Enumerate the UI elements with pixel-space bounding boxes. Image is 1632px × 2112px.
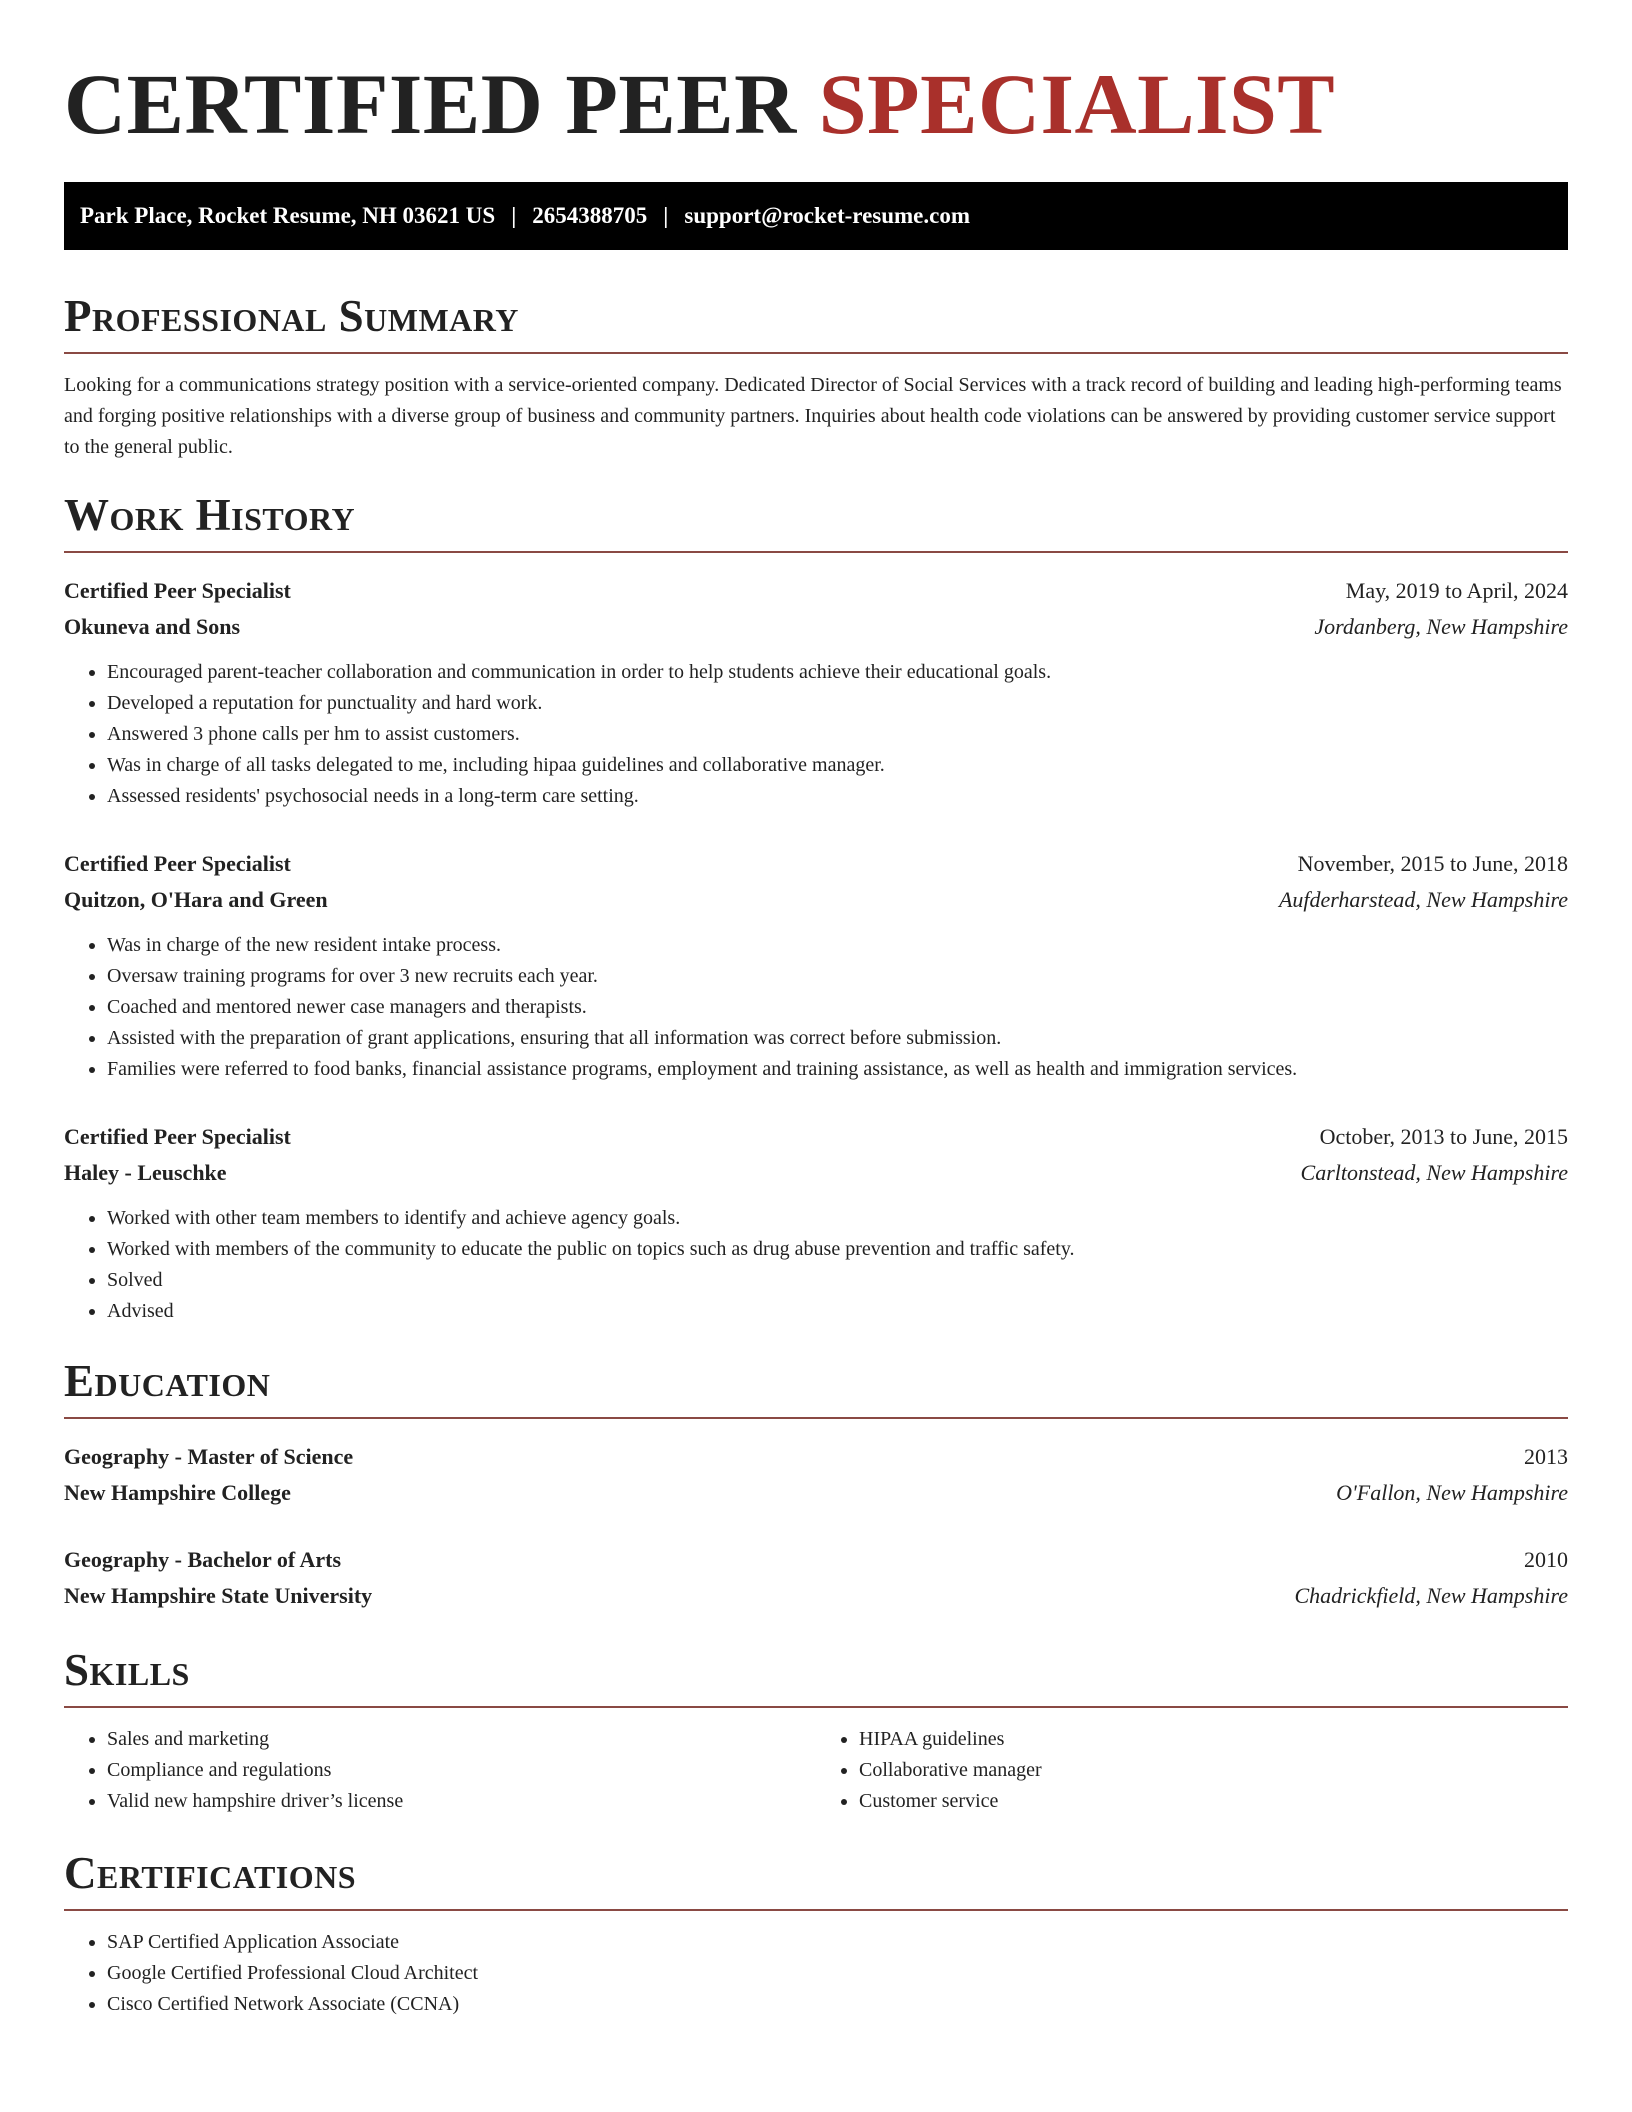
section-heading: Professional Summary: [64, 291, 519, 341]
job-bullets: [64, 657, 1568, 812]
education-year: 2010: [1524, 1547, 1568, 1572]
job-dates: October, 2013 to June, 2015: [1319, 1124, 1568, 1149]
summary-text: Looking for a communications strategy position with a service-oriented company. Dedicated Director of Social Services with a track record of building and leading high-performing teams and forging positive relationships with a diverse group of business and community partners. Inquiries about health code violations can be answered by providing customer service support to the general public.: [64, 374, 1562, 458]
list-item: • Compliance and regulations: [107, 1755, 816, 1786]
job-location: Jordanberg, New Hampshire: [1314, 614, 1568, 639]
section-divider: [64, 1706, 1568, 1708]
job-location: Aufderharstead, New Hampshire: [1278, 887, 1568, 912]
section-heading: Work History: [64, 490, 356, 540]
education-entry: [64, 1542, 1568, 1614]
summary-section: [64, 290, 1568, 463]
list-item: • Encouraged parent-teacher collaboration and communication in order to help students achieve their educational goals.: [107, 657, 1568, 688]
list-item: • Advised: [107, 1296, 1568, 1327]
job-title: Certified Peer Specialist: [64, 851, 291, 876]
contact-email[interactable]: support@rocket-resume.com: [684, 203, 971, 228]
list-item: • Assisted with the preparation of grant applications, ensuring that all information was correct before submission.: [107, 1023, 1568, 1054]
job-company: Haley - Leuschke: [64, 1160, 227, 1185]
title-main: CERTIFIED PEER: [64, 56, 797, 152]
list-item: • Solved: [107, 1265, 1568, 1296]
work-history-section: [64, 489, 1568, 1327]
list-item: • Coached and mentored newer case managers and therapists.: [107, 992, 1568, 1023]
certifications-list: [64, 1927, 1568, 2020]
education-degree: Geography - Bachelor of Arts: [64, 1547, 342, 1572]
list-item: • Worked with members of the community to educate the public on topics such as drug abuse prevention and traffic safety.: [107, 1234, 1568, 1265]
job-company: Quitzon, O'Hara and Green: [64, 887, 328, 912]
list-item: • SAP Certified Application Associate: [107, 1927, 1568, 1958]
contact-bar: [64, 182, 1568, 250]
list-item: • Collaborative manager: [859, 1755, 1568, 1786]
skills-list: [816, 1724, 1568, 1817]
certifications-section: [64, 1847, 1568, 2020]
job-bullets: [64, 1203, 1568, 1327]
education-section: [64, 1355, 1568, 1614]
list-item: • Was in charge of all tasks delegated to me, including hipaa guidelines and collaborative manager.: [107, 750, 1568, 781]
contact-separator: |: [511, 203, 517, 228]
list-item: • Sales and marketing: [107, 1724, 816, 1755]
list-item: • Families were referred to food banks, financial assistance programs, employment and training assistance, as well as health and immigration services.: [107, 1054, 1568, 1085]
education-location: O'Fallon, New Hampshire: [1336, 1480, 1568, 1505]
education-year: 2013: [1524, 1444, 1568, 1469]
skills-columns: [64, 1724, 1568, 1817]
skills-column-right: [816, 1724, 1568, 1817]
section-heading: Skills: [64, 1645, 190, 1695]
job-bullets: [64, 930, 1568, 1085]
list-item: • Answered 3 phone calls per hm to assist customers.: [107, 719, 1568, 750]
list-item: • Customer service: [859, 1786, 1568, 1817]
section-heading: Education: [64, 1356, 271, 1406]
job-location: Carltonstead, New Hampshire: [1300, 1160, 1568, 1185]
contact-separator: |: [663, 203, 669, 228]
job-title: Certified Peer Specialist: [64, 578, 291, 603]
job-entry: [64, 846, 1568, 1085]
job-dates: November, 2015 to June, 2018: [1297, 851, 1568, 876]
education-entry: [64, 1439, 1568, 1511]
education-location: Chadrickfield, New Hampshire: [1294, 1583, 1568, 1608]
list-item: • Was in charge of the new resident intake process.: [107, 930, 1568, 961]
job-dates: May, 2019 to April, 2024: [1345, 578, 1568, 603]
list-item: • Worked with other team members to identify and achieve agency goals.: [107, 1203, 1568, 1234]
education-school: New Hampshire State University: [64, 1583, 373, 1608]
title-accent: SPECIALIST: [818, 56, 1336, 152]
job-entry: [64, 1119, 1568, 1327]
contact-phone[interactable]: 2654388705: [532, 203, 648, 228]
list-item: • HIPAA guidelines: [859, 1724, 1568, 1755]
list-item: • Developed a reputation for punctuality and hard work.: [107, 688, 1568, 719]
contact-address: Park Place, Rocket Resume, NH 03621 US: [80, 203, 496, 228]
section-heading: Certifications: [64, 1848, 357, 1898]
list-item: • Assessed residents' psychosocial needs in a long-term care setting.: [107, 781, 1568, 812]
section-divider: [64, 1909, 1568, 1911]
resume-title: [64, 58, 1568, 150]
job-entry: [64, 573, 1568, 812]
skills-column-left: [64, 1724, 816, 1817]
list-item: • Oversaw training programs for over 3 new recruits each year.: [107, 961, 1568, 992]
skills-list: [64, 1724, 816, 1817]
section-divider: [64, 352, 1568, 354]
list-item: • Google Certified Professional Cloud Architect: [107, 1958, 1568, 1989]
section-divider: [64, 1417, 1568, 1419]
list-item: • Cisco Certified Network Associate (CCNA): [107, 1989, 1568, 2020]
list-item: • Valid new hampshire driver’s license: [107, 1786, 816, 1817]
education-school: New Hampshire College: [64, 1480, 291, 1505]
job-company: Okuneva and Sons: [64, 614, 241, 639]
section-divider: [64, 551, 1568, 553]
skills-section: [64, 1644, 1568, 1817]
job-title: Certified Peer Specialist: [64, 1124, 291, 1149]
education-degree: Geography - Master of Science: [64, 1444, 354, 1469]
